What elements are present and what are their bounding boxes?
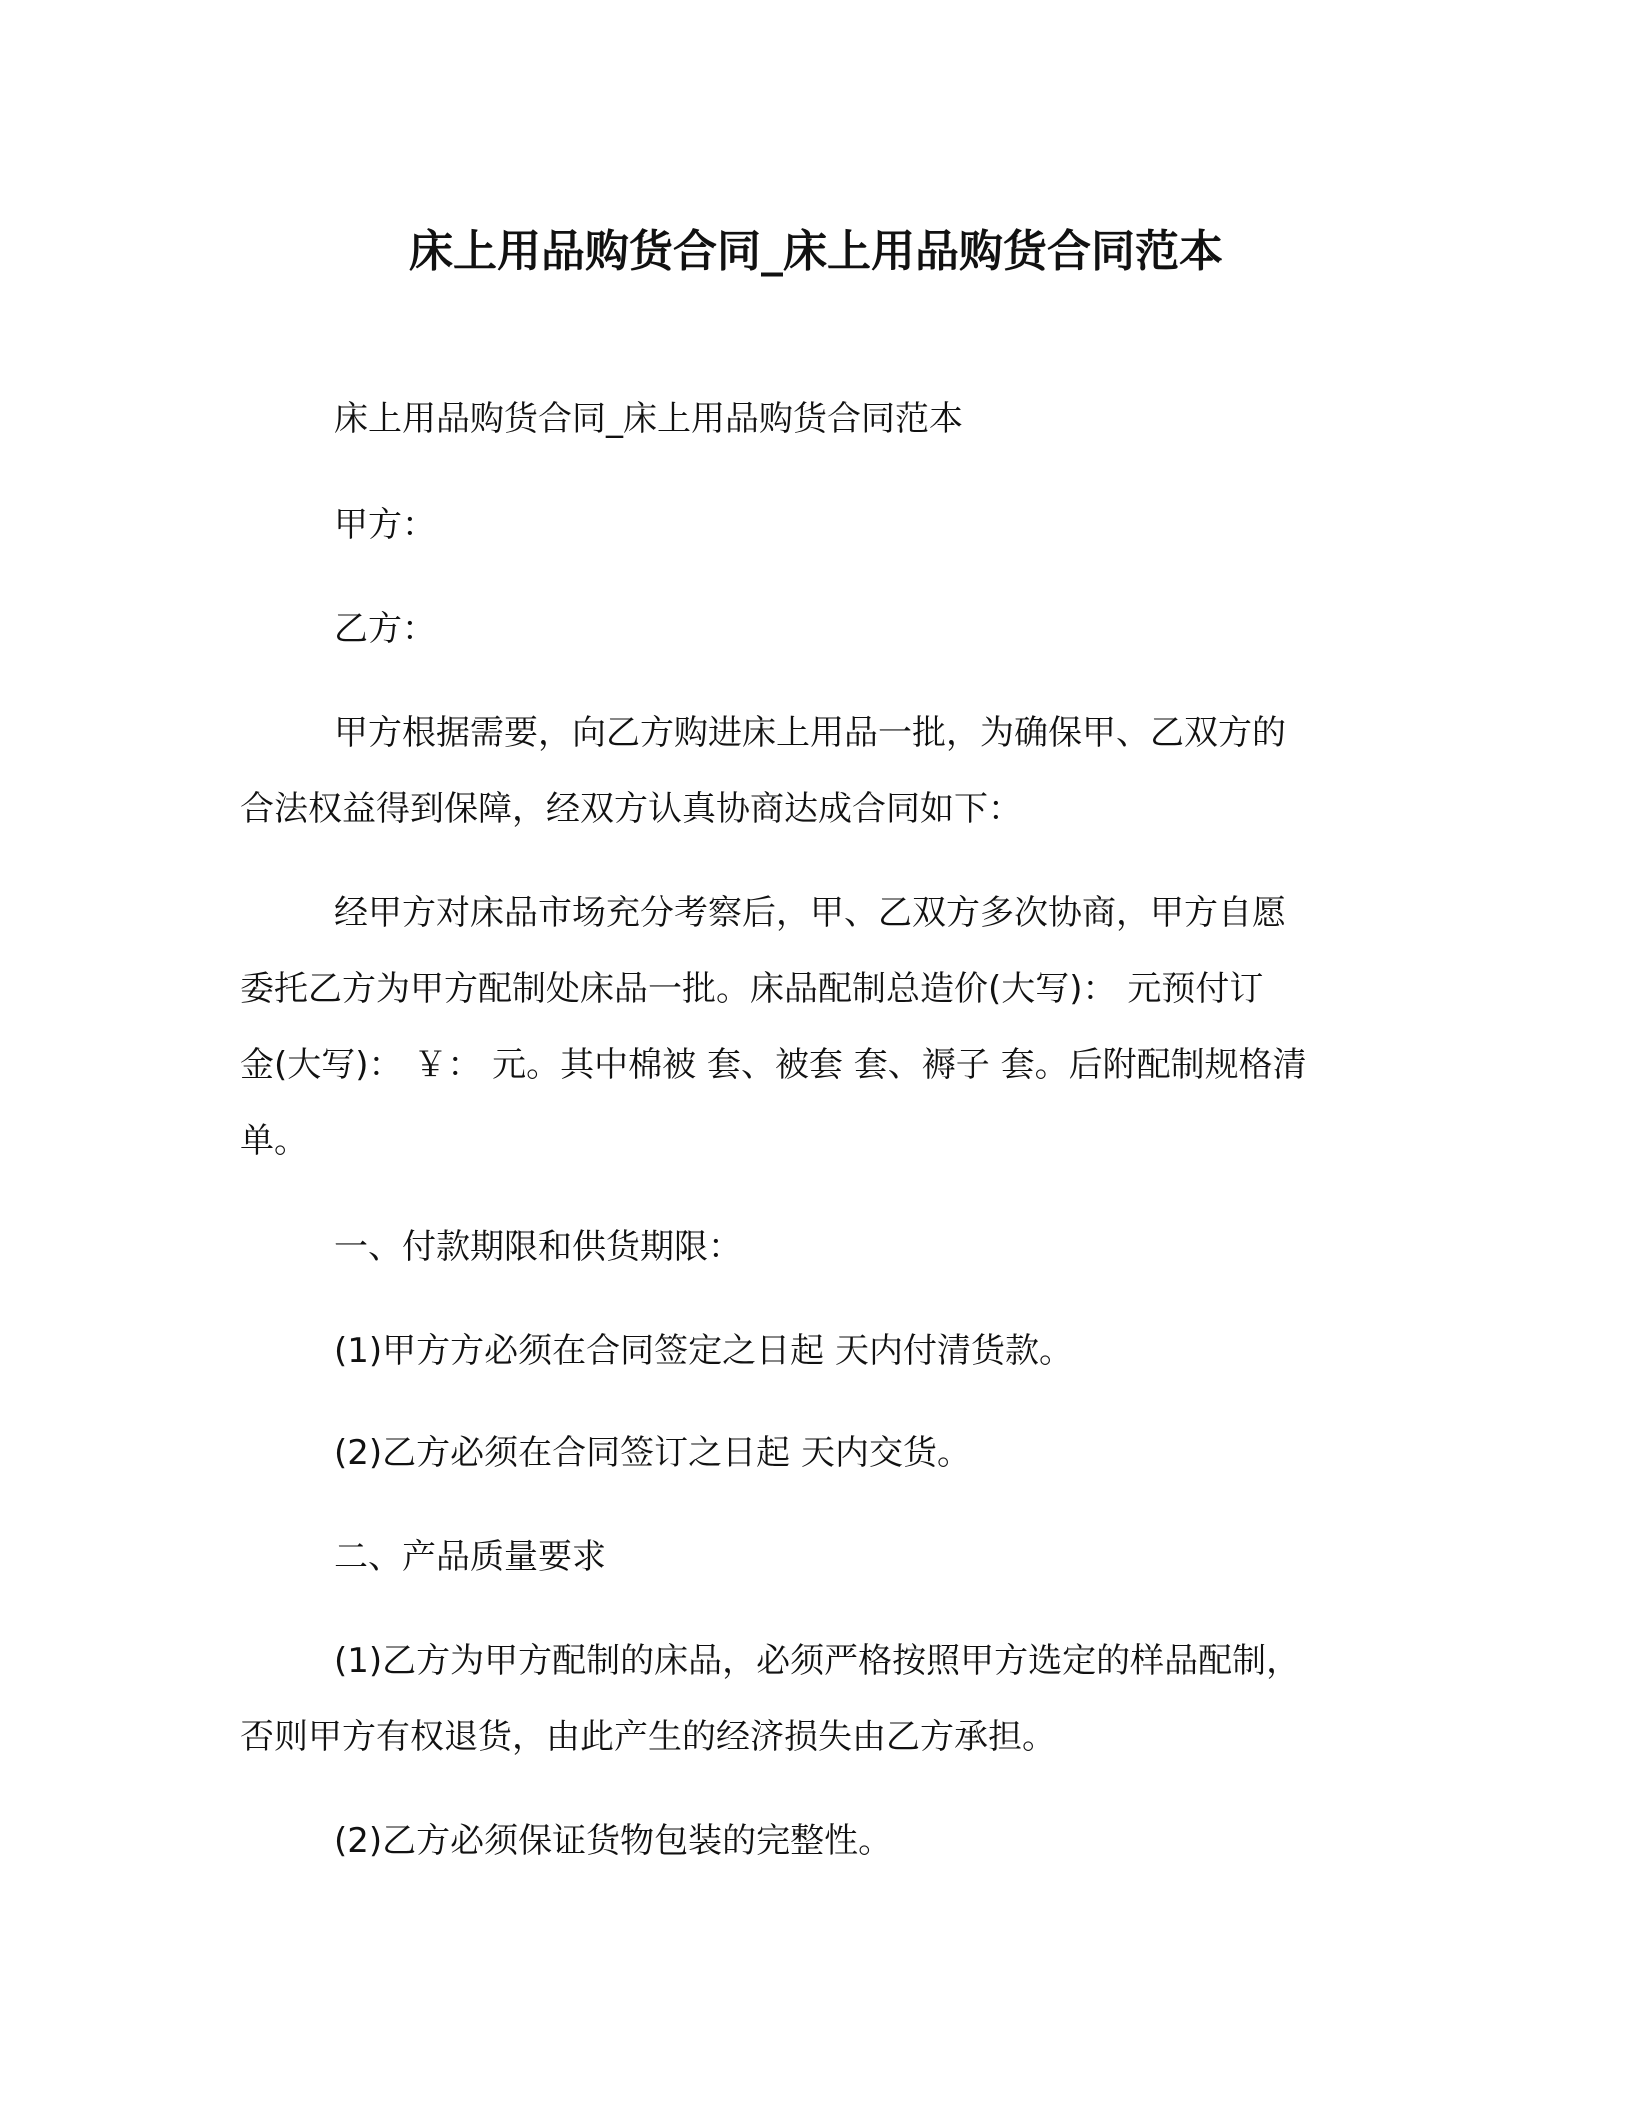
clause-line: (1)乙方为甲方配制的床品，必须严格按照甲方选定的样品配制， [334, 1641, 1301, 1681]
paragraph-line: 经甲方对床品市场充分考察后，甲、乙双方多次协商，甲方自愿 [334, 893, 1286, 933]
paragraph-line: 合法权益得到保障，经双方认真协商达成合同如下： [240, 789, 1022, 829]
paragraph-line: 委托乙方为甲方配制处床品一批。床品配制总造价(大写)： 元预付订 [240, 969, 1264, 1009]
section-heading: 一、付款期限和供货期限： [334, 1227, 742, 1267]
party-b-line: 乙方： [334, 609, 436, 649]
clause-line: (1)甲方方必须在合同签定之日起 天内付清货款。 [334, 1331, 1073, 1371]
paragraph-line: 甲方根据需要，向乙方购进床上用品一批，为确保甲、乙双方的 [334, 713, 1286, 753]
paragraph-line: 单。 [240, 1121, 308, 1161]
clause-line: (2)乙方必须在合同签订之日起 天内交货。 [334, 1433, 971, 1473]
section-heading: 二、产品质量要求 [334, 1537, 606, 1577]
paragraph-line: 金(大写)： ￥： 元。其中棉被 套、被套 套、褥子 套。后附配制规格清 [240, 1045, 1307, 1085]
document-title: 床上用品购货合同_床上用品购货合同范本 [409, 226, 1223, 277]
clause-line: (2)乙方必须保证货物包装的完整性。 [334, 1821, 893, 1861]
clause-line: 否则甲方有权退货，由此产生的经济损失由乙方承担。 [240, 1717, 1056, 1757]
party-a-line: 甲方： [334, 505, 436, 545]
subtitle-line: 床上用品购货合同_床上用品购货合同范本 [334, 399, 963, 439]
